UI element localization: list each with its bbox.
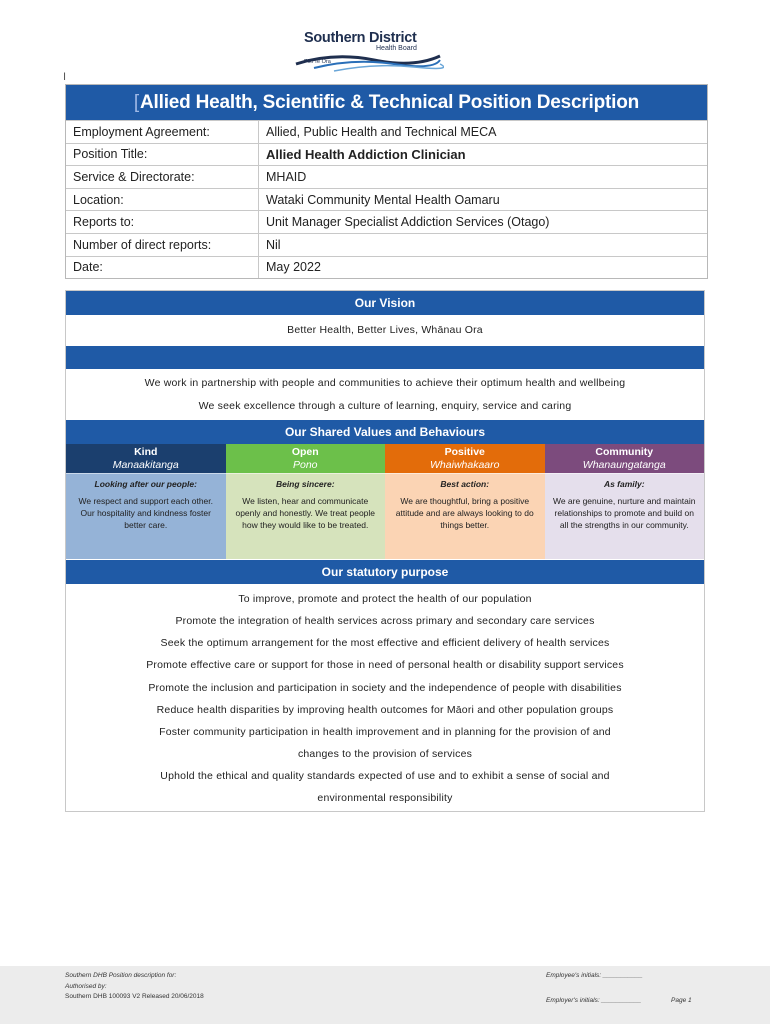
footer-line: Southern DHB Position description for: — [65, 972, 177, 979]
footer-line: Authorised by: — [65, 982, 107, 990]
purpose-line: To improve, promote and protect the health of our population — [238, 593, 532, 605]
purpose-heading: Our statutory purpose — [66, 560, 704, 584]
info-label: Service & Directorate: — [73, 169, 195, 184]
value-column-community — [545, 444, 705, 559]
info-row — [66, 120, 707, 143]
vision-statement: Better Health, Better Lives, Whānau Ora — [287, 324, 483, 336]
info-value: Wataki Community Mental Health Oamaru — [258, 189, 707, 211]
values-grid — [66, 444, 704, 559]
value-header — [545, 444, 705, 473]
footer-left — [65, 971, 204, 1003]
vision-line: We seek excellence through a culture of learning, enquiry, service and caring — [198, 400, 572, 412]
value-subheading: As family: — [545, 473, 705, 493]
purpose-line: changes to the provision of services — [297, 748, 473, 760]
purpose-line: environmental responsibility — [317, 792, 453, 804]
value-description: We are thoughtful, bring a positive attitude and are always looking to do things better. — [395, 496, 534, 530]
purpose-line: Foster community participation in health improvement and in planning for the provision of and — [159, 726, 611, 738]
value-subheading: Looking after our people: — [66, 473, 226, 493]
position-title-value: Allied Health Addiction Clinician — [258, 144, 707, 166]
text-cursor-bracket-icon: [ — [133, 91, 140, 113]
info-row — [66, 233, 707, 256]
info-value: May 2022 — [258, 257, 707, 279]
vision-values-box — [65, 290, 705, 812]
info-value: Allied, Public Health and Technical MECA — [258, 121, 707, 143]
info-label: Reports to: — [73, 215, 135, 230]
footer-line: Southern DHB 100093 V2 Released 20/06/2018 — [65, 993, 204, 1000]
logo-tagline: Piki Te Ora — [304, 59, 331, 65]
employer-initials: Employer's initials: ___________ — [546, 997, 642, 1004]
document-title: Allied Health, Scientific & Technical Position Description — [140, 91, 640, 113]
vision-heading: Our Vision — [66, 291, 704, 315]
purpose-line: Promote the inclusion and participation in society and the independence of people with disabilities — [148, 682, 622, 694]
value-description: We listen, hear and communicate openly and honestly. We treat people how they would like to be treated. — [235, 496, 376, 530]
purpose-line: Seek the optimum arrangement for the most effective and efficient delivery of health services — [160, 637, 610, 649]
purpose-line: Uphold the ethical and quality standards expected of use and to exhibit a sense of social and — [160, 770, 610, 782]
purpose-line: Promote the integration of health services across primary and secondary care services — [175, 615, 595, 627]
document-title-bar — [66, 85, 707, 120]
info-row — [66, 165, 707, 188]
info-row — [66, 256, 707, 279]
info-row — [66, 188, 707, 211]
info-value: MHAID — [258, 166, 707, 188]
value-header — [226, 444, 386, 473]
value-name: Community — [595, 446, 654, 458]
purpose-line: Reduce health disparities by improving health outcomes for Māori and other population groups — [156, 704, 614, 716]
value-maori: Manaakitanga — [112, 459, 179, 471]
page-footer — [0, 966, 770, 1024]
value-name: Positive — [444, 446, 485, 458]
blank-band — [66, 346, 704, 369]
value-column-kind — [66, 444, 226, 559]
info-label: Employment Agreement: — [73, 124, 210, 139]
info-label: Position Title: — [73, 147, 148, 162]
southern-dhb-logo — [294, 28, 444, 76]
logo-title: Southern District — [304, 30, 417, 46]
value-description: We are genuine, nurture and maintain relationships to promote and build on all the strengths in our community. — [552, 496, 696, 530]
page-number: Page 1 — [671, 997, 692, 1004]
value-column-open — [226, 444, 386, 559]
value-maori: Whaiwhakaaro — [430, 459, 500, 471]
position-header-table — [65, 84, 708, 279]
info-label: Date: — [73, 260, 103, 275]
value-maori: Pono — [292, 459, 318, 471]
value-subheading: Being sincere: — [226, 473, 386, 493]
value-subheading: Best action: — [385, 473, 545, 493]
value-maori: Whanaungatanga — [582, 459, 666, 471]
text-cursor-icon: Ι — [63, 71, 67, 83]
value-header — [385, 444, 545, 473]
info-label: Number of direct reports: — [73, 237, 212, 252]
logo-subtitle: Health Board — [376, 45, 417, 52]
employee-initials: Employee's initials: ___________ — [546, 972, 643, 979]
info-row — [66, 143, 707, 166]
value-header — [66, 444, 226, 473]
info-value: Nil — [258, 234, 707, 256]
vision-line: We work in partnership with people and communities to achieve their optimum health and wellbeing — [144, 377, 626, 389]
info-label: Location: — [73, 192, 124, 207]
value-name: Open — [291, 446, 319, 458]
values-heading: Our Shared Values and Behaviours — [66, 420, 704, 444]
value-column-positive — [385, 444, 545, 559]
value-name: Kind — [134, 446, 158, 458]
purpose-line: Promote effective care or support for those in need of personal health or disability support services — [146, 659, 624, 671]
info-value: Unit Manager Specialist Addiction Services (Otago) — [258, 211, 707, 233]
value-description: We respect and support each other. Our hospitality and kindness foster better care. — [78, 496, 213, 530]
info-row — [66, 210, 707, 233]
